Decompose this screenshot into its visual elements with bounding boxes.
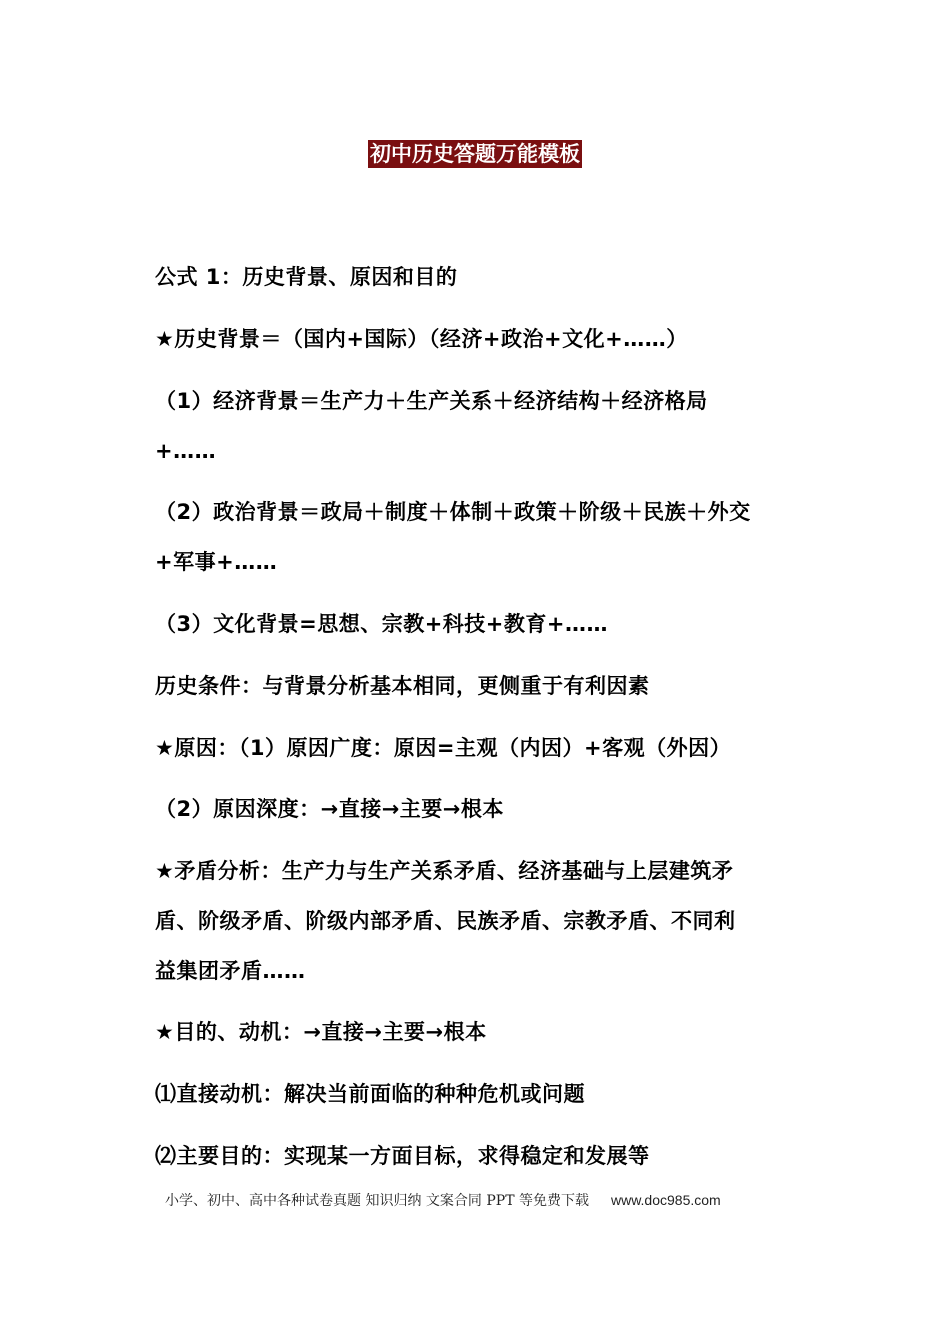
- cause-breadth-line: ★原因：（1）原因广度：原因=主观（内因）+客观（外因）: [155, 736, 732, 760]
- history-background-line: ★历史背景＝（国内+国际）（经济+政治+文化+……）: [155, 327, 688, 351]
- economic-background-line: （1）经济背景＝生产力＋生产关系＋经济结构＋经济格局: [155, 389, 708, 413]
- political-background-cont: +军事+……: [155, 550, 278, 574]
- document-title: 初中历史答题万能模板: [370, 142, 580, 166]
- page-footer: [165, 1190, 721, 1210]
- purpose-motive-line: ★目的、动机：→直接→主要→根本: [155, 1020, 487, 1044]
- footer-text: 小学、初中、高中各种试卷真题 知识归纳 文案合同 PPT 等免费下载: [165, 1193, 589, 1209]
- economic-background-cont: +……: [155, 439, 217, 463]
- political-background-line: （2）政治背景＝政局＋制度＋体制＋政策＋阶级＋民族＋外交: [155, 500, 751, 524]
- contradiction-line-2: 盾、阶级矛盾、阶级内部矛盾、民族矛盾、宗教矛盾、不同利: [155, 909, 736, 933]
- direct-motive-line: ⑴直接动机：解决当前面临的种种危机或问题: [155, 1082, 585, 1106]
- footer-url: www.doc985.com: [610, 1192, 721, 1208]
- cultural-background-line: （3）文化背景=思想、宗教+科技+教育+……: [155, 612, 608, 636]
- contradiction-line-3: 益集团矛盾……: [155, 959, 306, 983]
- formula-heading: 公式 1：历史背景、原因和目的: [155, 265, 458, 289]
- title-container: [0, 140, 950, 168]
- cause-depth-line: （2）原因深度：→直接→主要→根本: [155, 797, 504, 821]
- contradiction-line-1: ★矛盾分析：生产力与生产关系矛盾、经济基础与上层建筑矛: [155, 859, 734, 883]
- historical-conditions-line: 历史条件：与背景分析基本相同，更侧重于有利因素: [155, 674, 650, 698]
- main-purpose-line: ⑵主要目的：实现某一方面目标，求得稳定和发展等: [155, 1144, 650, 1168]
